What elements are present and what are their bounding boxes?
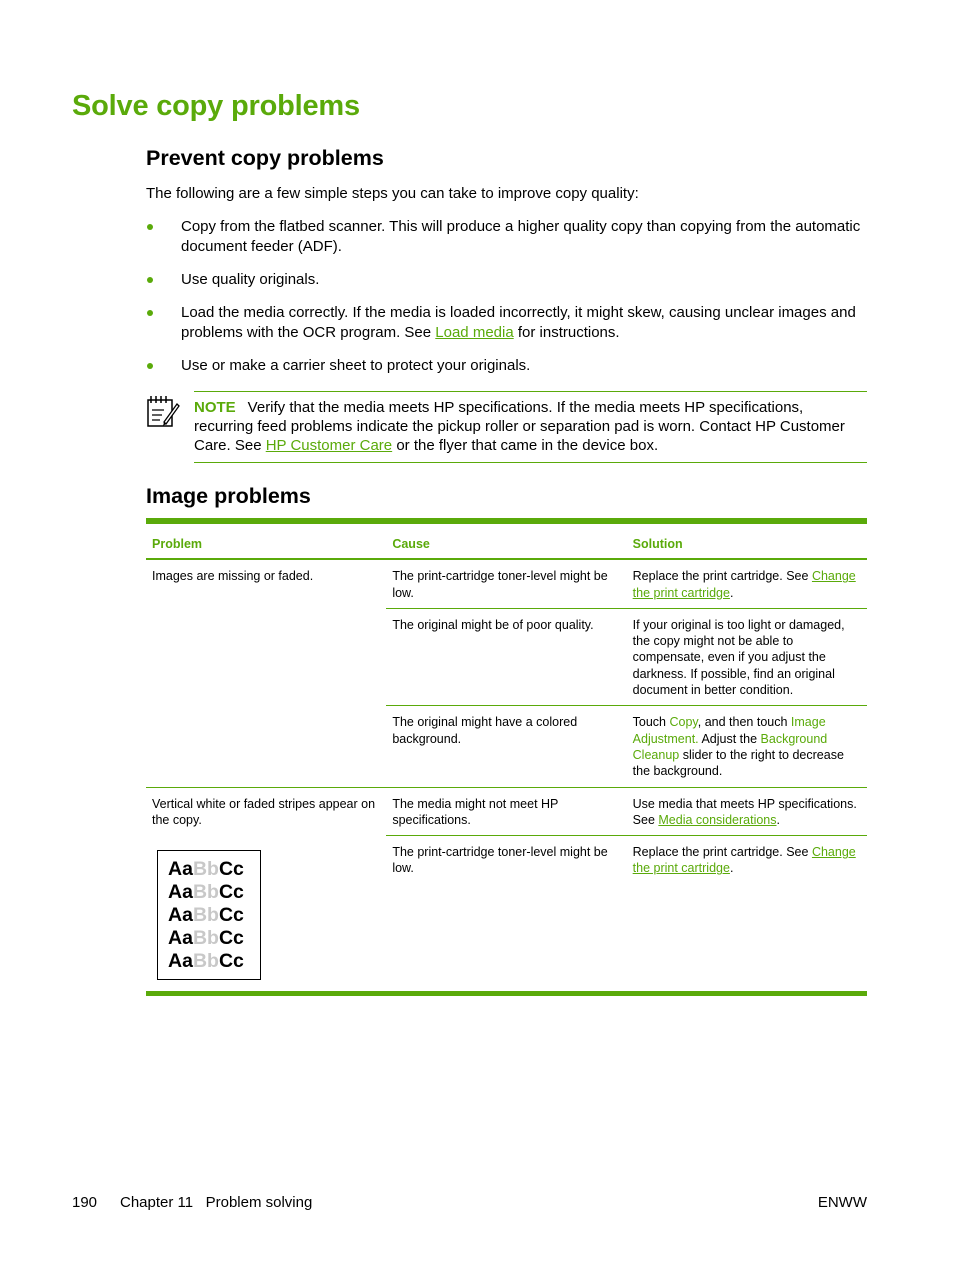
load-media-link[interactable]: Load media [435, 324, 514, 341]
note-rule-top [194, 391, 867, 392]
header-cause: Cause [386, 521, 626, 559]
table-row [146, 787, 867, 836]
prevent-list [146, 217, 870, 389]
note-label: NOTE [194, 399, 236, 416]
cause-cell: The original might be of poor quality. [386, 608, 626, 705]
list-item: Copy from the flatbed scanner. This will produce a higher quality copy than copying from the automatic document feeder (ADF). [146, 217, 870, 257]
solution-cell: Use media that meets HP specifications. See Media considerations. [627, 787, 867, 836]
table-row [146, 559, 867, 608]
list-item: Use quality originals. [146, 270, 870, 290]
solution-cell: Replace the print cartridge. See Change the print cartridge. [627, 836, 867, 994]
cause-cell: The media might not meet HP specifications. [386, 787, 626, 836]
problem-cell: Vertical white or faded stripes appear on the copy. AaBbCc AaBbCc AaBbCc AaBbCc AaBbCc [146, 787, 386, 994]
note-rule-bottom [194, 462, 867, 463]
prevent-heading: Prevent copy problems [146, 146, 384, 170]
sample-line: AaBbCc [168, 927, 244, 950]
change-cartridge-link[interactable]: Change the print cartridge [632, 569, 856, 600]
problem-cell: Images are missing or faded. [152, 569, 314, 584]
sample-line: AaBbCc [168, 881, 244, 904]
image-problems-table [146, 518, 867, 996]
cause-cell: The print-cartridge toner-level might be low. [386, 836, 626, 994]
header-problem: Problem [146, 521, 386, 559]
prevent-intro: The following are a few simple steps you can take to improve copy quality: [146, 185, 639, 202]
list-item: Load the media correctly. If the media is loaded incorrectly, it might skew, causing unclear images and problems with the OCR program. See Load media for instructions. [146, 303, 870, 343]
copy-menu-ref: Copy [669, 715, 698, 730]
bullet-icon [147, 224, 153, 230]
hp-customer-care-link[interactable]: HP Customer Care [265, 437, 393, 454]
image-problems-heading: Image problems [146, 484, 311, 508]
note-text: NOTE Verify that the media meets HP specifications. If the media meets HP specifications, recurring feed problems indicate the pickup roller or separation pad is worn. Contact HP Customer Care. See HP Customer Care or the flyer that came in the device box. [194, 399, 845, 454]
sample-line: AaBbCc [168, 950, 244, 973]
sample-line: AaBbCc [168, 904, 244, 927]
cause-cell: The original might have a colored background. [386, 706, 626, 787]
solution-cell: Replace the print cartridge. See Change the print cartridge. [632, 569, 856, 600]
footer-page-number: 190 [72, 1194, 98, 1211]
change-cartridge-link[interactable]: Change the print cartridge [632, 845, 856, 876]
footer-chapter: Chapter 11 Problem solving [120, 1194, 313, 1211]
solution-cell: If your original is too light or damaged, the copy might not be able to compensate, even if you adjust the darkness. If possible, find an original document in better condition. [627, 608, 867, 705]
table-header-row [146, 521, 867, 559]
image-adjustment-ref: Image Adjustment. [632, 715, 826, 746]
bullet-icon [147, 310, 153, 316]
solution-cell: Touch Copy, and then touch Image Adjustment. Adjust the Background Cleanup slider to the right to decrease the background. [627, 706, 867, 787]
page-title: Solve copy problems [72, 90, 360, 122]
header-solution: Solution [627, 521, 867, 559]
media-considerations-link[interactable]: Media considerations [658, 812, 777, 827]
list-item: Use or make a carrier sheet to protect your originals. [146, 356, 870, 376]
sample-line: AaBbCc [168, 858, 244, 881]
background-cleanup-ref: Background Cleanup [632, 731, 828, 762]
bullet-icon [147, 277, 153, 283]
footer-right: ENWW [817, 1194, 867, 1211]
bullet-icon [147, 363, 153, 369]
cause-cell: The print-cartridge toner-level might be low. [392, 569, 608, 600]
note-box [146, 391, 867, 463]
note-pad-icon [146, 394, 180, 428]
stripes-sample-image [157, 850, 261, 980]
